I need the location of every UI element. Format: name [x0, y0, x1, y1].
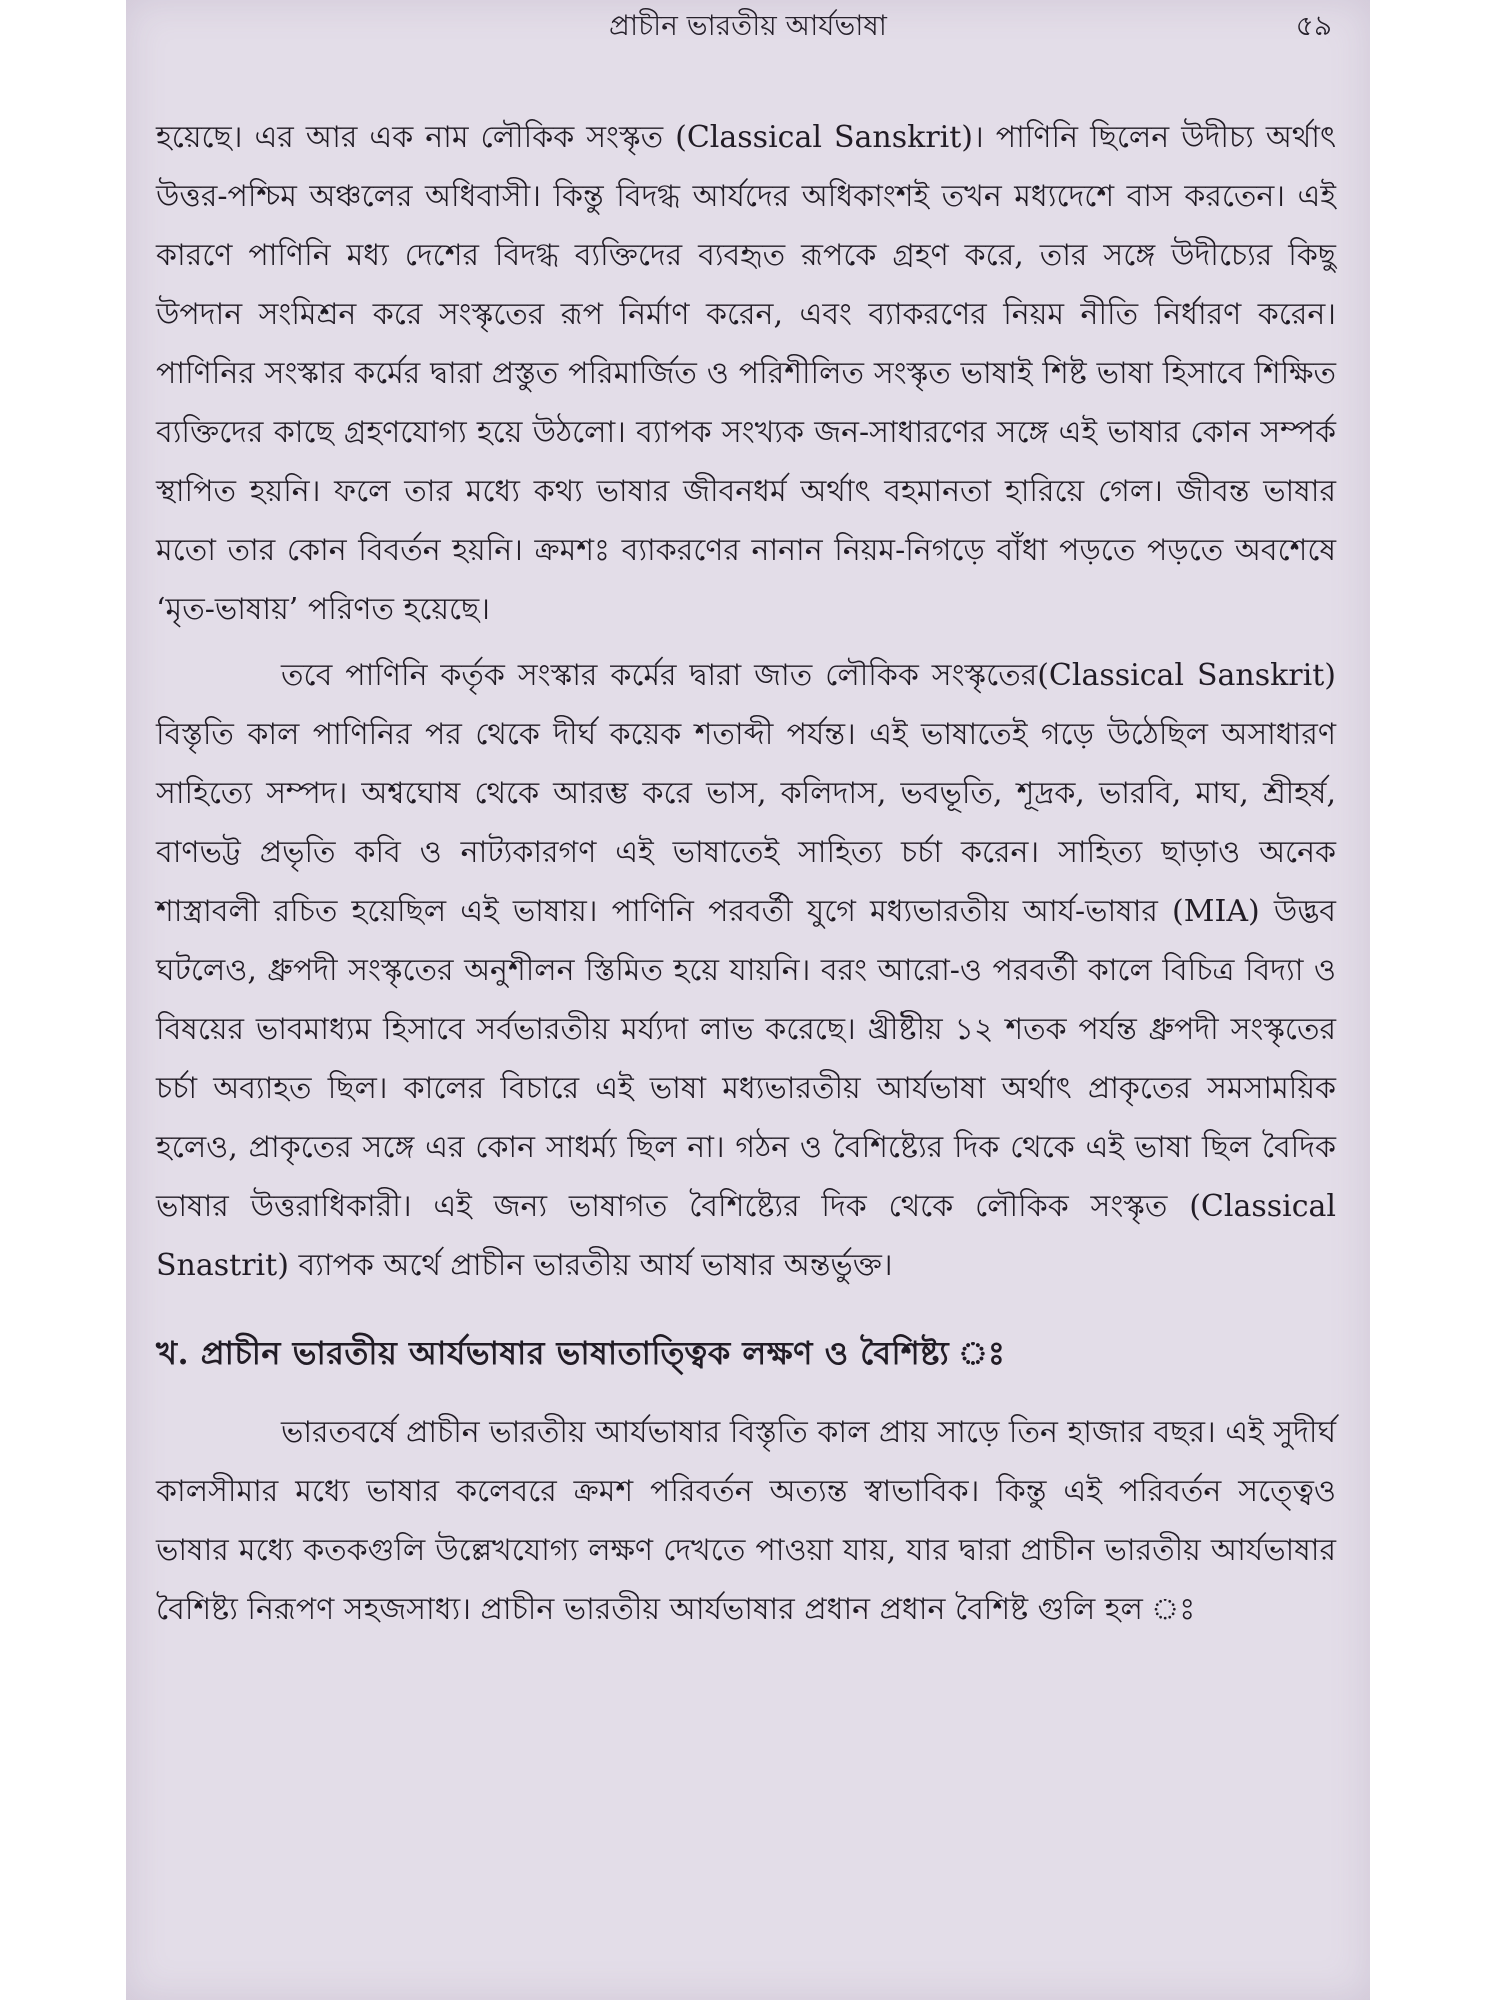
section-heading: খ. প্রাচীন ভারতীয় আর্যভাষার ভাষাতাত্ত্বিক লক্ষণ ও বৈশিষ্ট্য ঃ [156, 1334, 1006, 1372]
body-text [156, 108, 1336, 1646]
paragraph-continuation: হয়েছে। এর আর এক নাম লৌকিক সংস্কৃত (Classical Sanskrit)। পাণিনি ছিলেন উদীচ্য অর্থাৎ উত্তর-পশ্চিম অঞ্চলের অধিবাসী। কিন্তু বিদগ্ধ আর্যদের অধিকাংশই তখন মধ্যদেশে বাস করতেন। এই কারণে পাণিনি মধ্য দেশের বিদগ্ধ ব্যক্তিদের ব্যবহৃত রূপকে গ্রহণ করে, তার সঙ্গে উদীচ্যের কিছু উপদান সংমিশ্রন করে সংস্কৃতের রূপ নির্মাণ করেন, এবং ব্যাকরণের নিয়ম নীতি নির্ধারণ করেন। পাণিনির সংস্কার কর্মের দ্বারা প্রস্তুত পরিমার্জিত ও পরিশীলিত সংস্কৃত ভাষাই শিষ্ট ভাষা হিসাবে শিক্ষিত ব্যক্তিদের কাছে গ্রহণযোগ্য হয়ে উঠলো। ব্যাপক সংখ্যক জন-সাধারণের সঙ্গে এই ভাষার কোন সম্পর্ক স্থাপিত হয়নি। ফলে তার মধ্যে কথ্য ভাষার জীবনধর্ম অর্থাৎ বহমানতা হারিয়ে গেল। জীবন্ত ভাষার মতো তার কোন বিবর্তন হয়নি। ক্রমশঃ ব্যাকরণের নানান নিয়ম-নিগড়ে বাঁধা পড়তে পড়তে অবশেষে ‘মৃত-ভাষায়’ পরিণত হয়েছে। [156, 120, 1336, 627]
running-title: প্রাচীন ভারতীয় আর্যভাষা [609, 9, 887, 42]
paragraph-features-intro: ভারতবর্ষে প্রাচীন ভারতীয় আর্যভাষার বিস্তৃতি কাল প্রায় সাড়ে তিন হাজার বছর। এই সুদীর্ঘ কালসীমার মধ্যে ভাষার কলেবরে ক্রমশ পরিবর্তন অত্যন্ত স্বাভাবিক। কিন্তু এই পরিবর্তন সত্ত্বেও ভাষার মধ্যে কতকগুলি উল্লেখযোগ্য লক্ষণ দেখতে পাওয়া যায়, যার দ্বারা প্রাচীন ভারতীয় আর্যভাষার বৈশিষ্ট্য নিরূপণ সহজসাধ্য। প্রাচীন ভারতীয় আর্যভাষার প্রধান প্রধান বৈশিষ্ট গুলি হল ঃ [156, 1415, 1336, 1627]
book-page [126, 0, 1370, 2000]
paragraph-classical-sanskrit: তবে পাণিনি কর্তৃক সংস্কার কর্মের দ্বারা জাত লৌকিক সংস্কৃতের(Classical Sanskrit) বিস্তৃতি কাল পাণিনির পর থেকে দীর্ঘ কয়েক শতাব্দী পর্যন্ত। এই ভাষাতেই গড়ে উঠেছিল অসাধারণ সাহিত্যে সম্পদ। অশ্বঘোষ থেকে আরম্ভ করে ভাস, কলিদাস, ভবভূতি, শূদ্রক, ভারবি, মাঘ, শ্রীহর্ষ, বাণভট্ট প্রভৃতি কবি ও নাট্যকারগণ এই ভাষাতেই সাহিত্য চর্চা করেন। সাহিত্য ছাড়াও অনেক শাস্ত্রাবলী রচিত হয়েছিল এই ভাষায়। পাণিনি পরবর্তী যুগে মধ্যভারতীয় আর্য-ভাষার (MIA) উদ্ভব ঘটলেও, ধ্রুপদী সংস্কৃতের অনুশীলন স্তিমিত হয়ে যায়নি। বরং আরো-ও পরবর্তী কালে বিচিত্র বিদ্যা ও বিষয়ের ভাবমাধ্যম হিসাবে সর্বভারতীয় মর্য্যদা লাভ করেছে। খ্রীষ্টীয় ১২ শতক পর্যন্ত ধ্রুপদী সংস্কৃতের চর্চা অব্যাহত ছিল। কালের বিচারে এই ভাষা মধ্যভারতীয় আর্যভাষা অর্থাৎ প্রাকৃতের সমসাময়িক হলেও, প্রাকৃতের সঙ্গে এর কোন সাধর্ম্য ছিল না। গঠন ও বৈশিষ্ট্যের দিক থেকে এই ভাষা ছিল বৈদিক ভাষার উত্তরাধিকারী। এই জন্য ভাষাগত বৈশিষ্ট্যের দিক থেকে লৌকিক সংস্কৃত (Classical Snastrit) ব্যাপক অর্থে প্রাচীন ভারতীয় আর্য ভাষার অন্তর্ভুক্ত। [156, 658, 1336, 1283]
page-number: ৫৯ [1295, 9, 1332, 42]
running-head [126, 6, 1370, 46]
